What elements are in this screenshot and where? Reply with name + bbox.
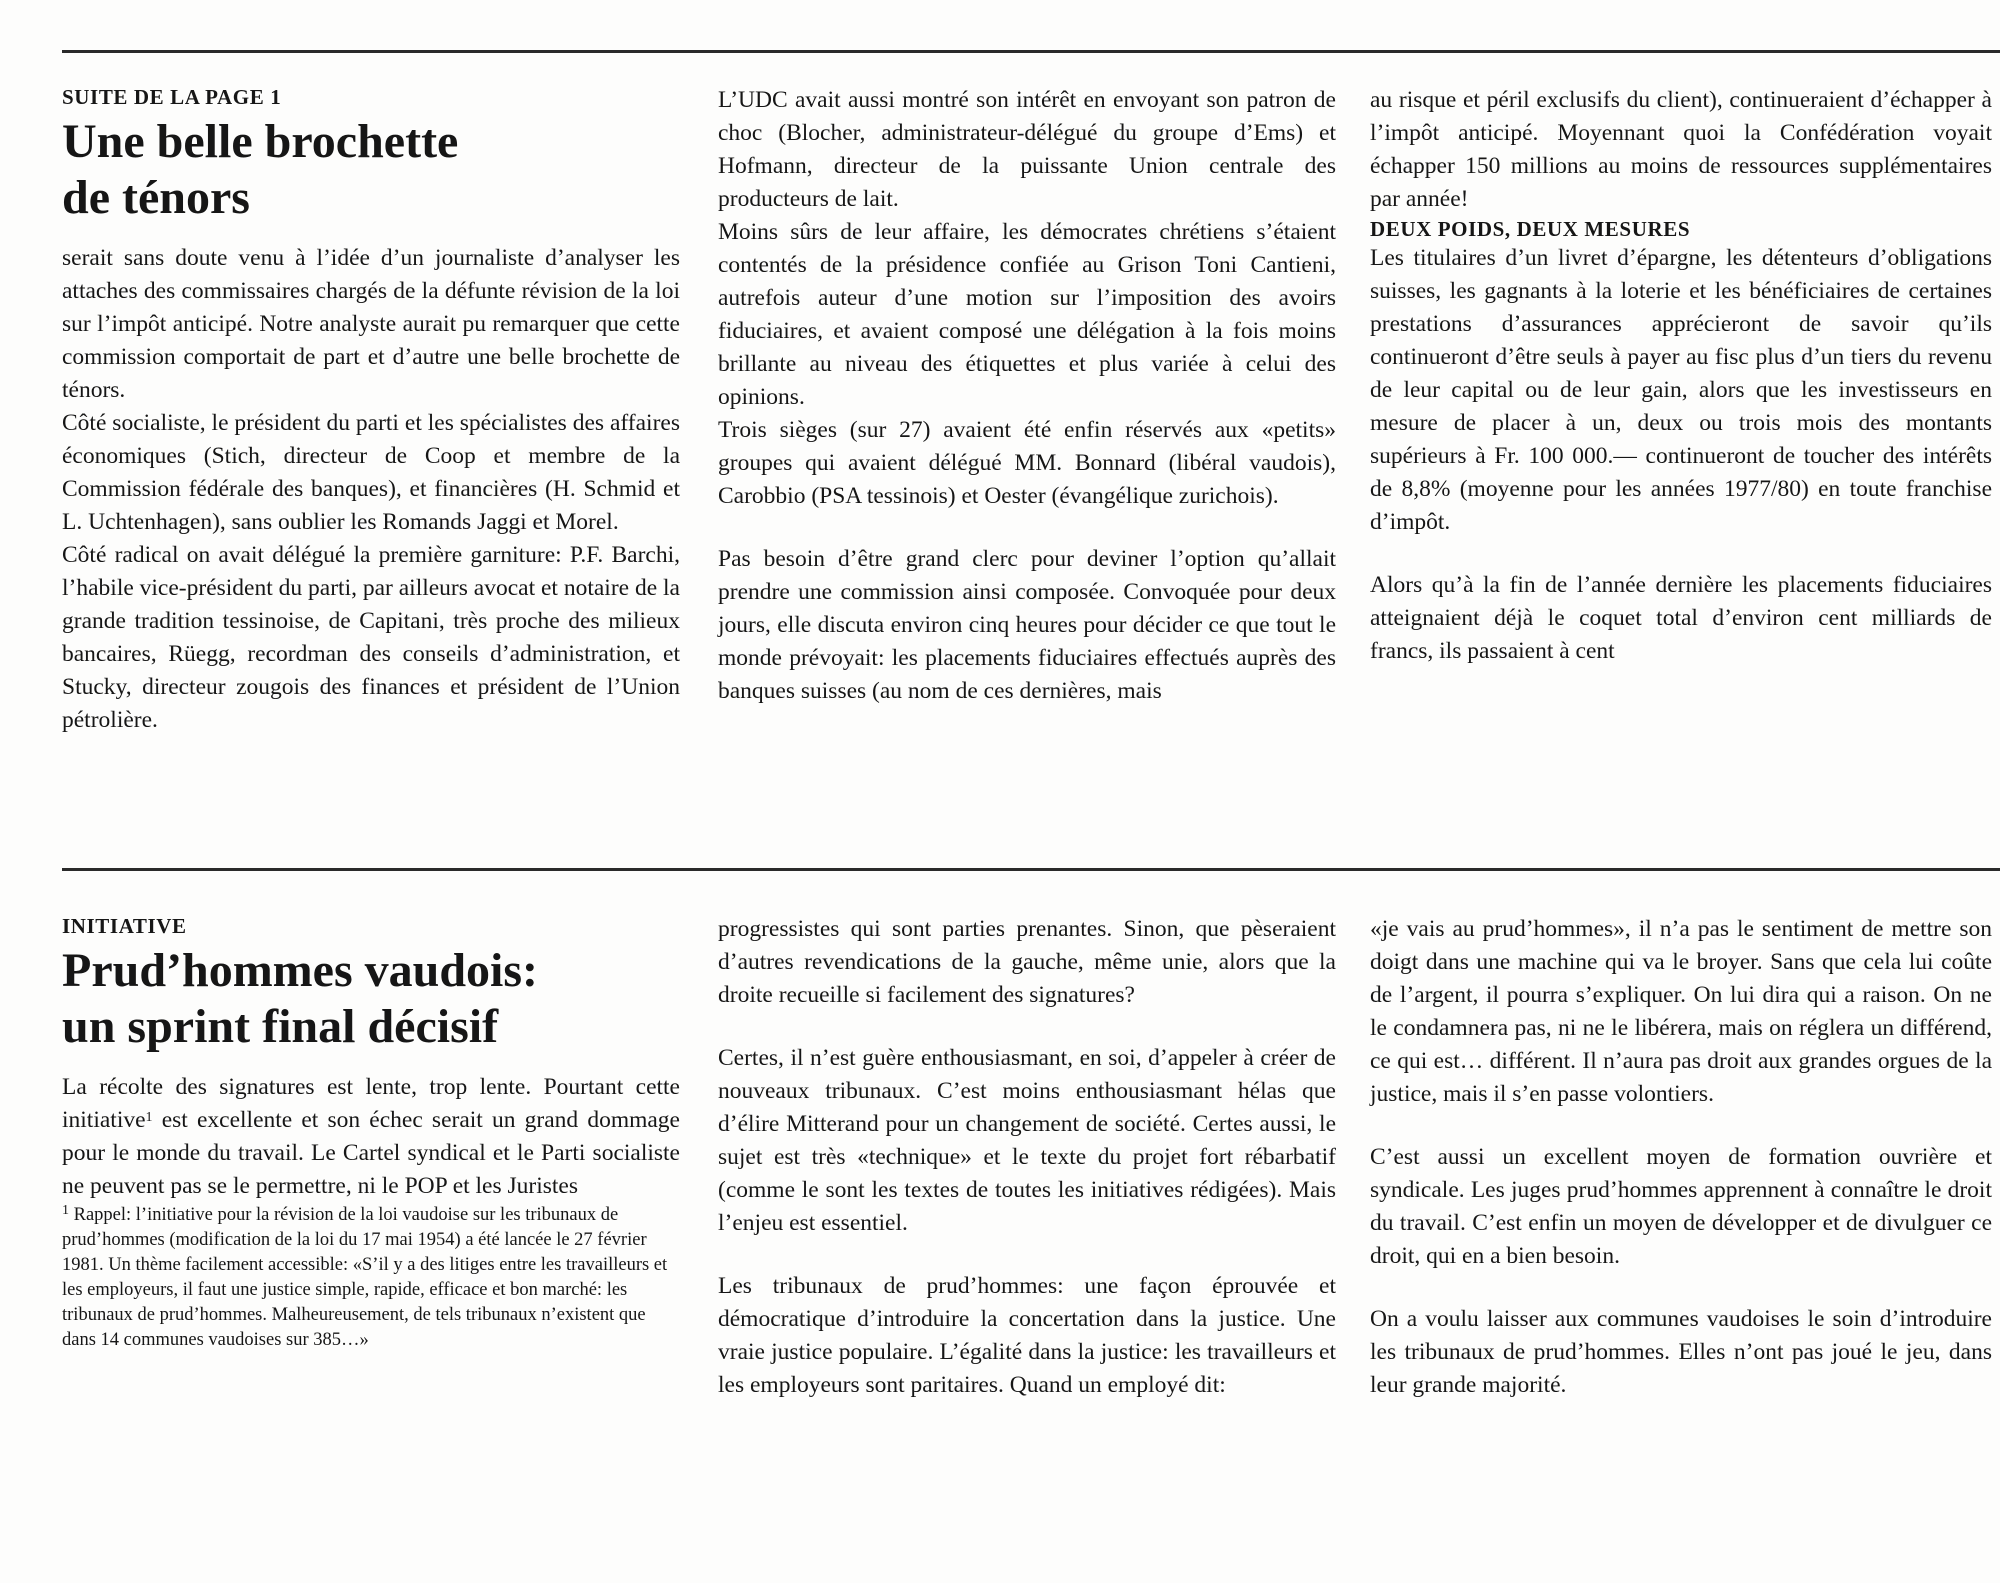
- footnote-number: 1: [62, 1203, 69, 1218]
- article2-paragraph: Les tribunaux de prud’hommes: une façon éprouvée et démocratique d’introduire la concertation dans la justice. Une vraie justice populaire. L’égalité dans la justice: les travailleurs et les employeurs sont paritaires. Quand un employé dit:: [718, 1273, 1336, 1398]
- article1-paragraph: Côté radical on avait délégué la première garniture: P.F. Barchi, l’habile vice-président du parti, par ailleurs avocat et notaire de la grande tradition tessinoise, de Capitani, très proche des milieux bancaires, Rüegg, recordman des conseils d’administration, et Stucky, directeur zougois des finances et président de l’Union pétrolière.: [62, 542, 680, 733]
- article1-column-3: [1370, 84, 1992, 668]
- article2-paragraph: C’est aussi un excellent moyen de formation ouvrière et syndicale. Les juges prud’hommes apprennent à connaître le droit du travail. C’est enfin un moyen de développer et de divulguer ce droit, qui en a bien besoin.: [1370, 1144, 1992, 1269]
- article2-paragraph: Certes, il n’est guère enthousiasmant, en soi, d’appeler à créer de nouveaux tribunaux. C’est moins enthousiasmant hélas que d’élire Mitterand pour un changement de société. Certes aussi, le sujet est très «technique» et le texte du projet fort rébarbatif (comme le sont les textes de toutes les initiatives rédigées). Mais l’enjeu est essentiel.: [718, 1045, 1336, 1236]
- footnote: [62, 1203, 680, 1353]
- article2-paragraph: On a voulu laisser aux communes vaudoises le soin d’introduire les tribunaux de prud’hommes. Elles n’ont pas joué le jeu, dans leur grande majorité.: [1370, 1306, 1992, 1398]
- article1-column-1: [62, 84, 680, 737]
- article1-paragraph: Les titulaires d’un livret d’épargne, les détenteurs d’obligations suisses, les gagnants à la loterie et les bénéficiaires de certaines prestations d’assurances apprécieront de savoir qu’ils continueront d’être seuls à payer au fisc plus d’un tiers du revenu de leur capital ou de leur gain, alors que les investisseurs en mesure de placer à un, deux ou trois mois des montants supérieurs à Fr. 100 000.— continueront de toucher des intérêts de 8,8% (moyenne pour les années 1977/80) en toute franchise d’impôt.: [1370, 245, 1992, 535]
- article1-paragraph: Trois sièges (sur 27) avaient été enfin réservés aux «petits» groupes qui avaient délégué MM. Bonnard (libéral vaudois), Carobbio (PSA tessinois) et Oester (évangélique zurichois).: [718, 417, 1336, 509]
- article1-subheading: DEUX POIDS, DEUX MESURES: [1370, 217, 1691, 241]
- footnote-reference: 1: [145, 1110, 153, 1125]
- article1-paragraph: Alors qu’à la fin de l’année dernière les placements fiduciaires atteignaient déjà le coquet total d’environ cent milliards de francs, ils passaient à cent: [1370, 572, 1992, 664]
- article1-headline-line2: de ténors: [62, 171, 250, 224]
- article1-paragraph: Pas besoin d’être grand clerc pour deviner l’option qu’allait prendre une commission ainsi composée. Convoquée pour deux jours, elle discuta environ cinq heures pour décider ce que tout le monde prévoyait: les placements fiduciaires effectués auprès des banques suisses (au nom de ces dernières, mais: [718, 546, 1336, 704]
- article1-paragraph: au risque et péril exclusifs du client), continueraient d’échapper à l’impôt anticipé. Moyennant quoi la Confédération voyait échapper 150 millions au moins de ressources supplémentaires par année!: [1370, 87, 1992, 212]
- footnote-text: Rappel: l’initiative pour la révision de la loi vaudoise sur les tribunaux de prud’hommes (modification de la loi du 17 mai 1954) a été lancée le 27 février 1981. Un thème facilement accessible: «S’il y a des litiges entre les travailleurs et les employeurs, il faut une justice simple, rapide, efficace et bon marché: les tribunaux de prud’hommes. Malheureusement, de tels tribunaux n’existent que dans 14 communes vaudoises sur 385…»: [62, 1205, 668, 1350]
- article1-headline-line1: Une belle brochette: [62, 115, 459, 168]
- article2-paragraph: progressistes qui sont parties prenantes. Sinon, que pèseraient d’autres revendications de la gauche, même unie, alors que la droite recueille si facilement des signatures?: [718, 916, 1336, 1008]
- article2-column-2: [718, 913, 1336, 1402]
- article1-paragraph: Côté socialiste, le président du parti et les spécialistes des affaires économiques (Stich, directeur de Coop et membre de la Commission fédérale des banques), et financières (H. Schmid et L. Uchtenhagen), sans oublier les Romands Jaggi et Morel.: [62, 410, 680, 535]
- article1-kicker: SUITE DE LA PAGE 1: [62, 85, 282, 109]
- article2-paragraph: [62, 1071, 680, 1203]
- article1-paragraph: Moins sûrs de leur affaire, les démocrates chrétiens s’étaient contentés de la présidence confiée au Grison Toni Cantieni, autrefois auteur d’une motion sur l’imposition des avoirs fiduciaires, et avaient composé une délégation à la fois moins brillante au niveau des étiquettes et plus variée à celui des opinions.: [718, 219, 1336, 410]
- article1-headline: [62, 114, 680, 226]
- article2-paragraph: «je vais au prud’hommes», il n’a pas le sentiment de mettre son doigt dans une machine qui va le broyer. Sans que cela lui coûte de l’argent, il pourra s’expliquer. On lui dira qui a raison. On ne le condamnera pas, ni ne le libérera, mais on réglera un différend, ce qui est… différent. Il n’aura pas droit aux grandes orgues de la justice, mais il s’en passe volontiers.: [1370, 916, 1992, 1107]
- article2-column-3: [1370, 913, 1992, 1402]
- article2-text: est excellente et son échec serait un grand dommage pour le monde du travail. Le Cartel syndical et le Parti socialiste ne peuvent pas se le permettre, ni le POP et les Juristes: [62, 1107, 680, 1199]
- article2-headline-line2: un sprint final décisif: [62, 1000, 499, 1053]
- article1-paragraph: serait sans doute venu à l’idée d’un journaliste d’analyser les attaches des commissaires chargés de la défunte révision de la loi sur l’impôt anticipé. Notre analyste aurait pu remarquer que cette commission comportait de part et d’autre une belle brochette de ténors.: [62, 245, 680, 403]
- article2-text: La récolte des signatures est lente, trop lente. Pourtant cette initiative: [62, 1074, 680, 1133]
- article2-column-1: [62, 913, 680, 1353]
- article2-headline: [62, 943, 680, 1055]
- article2-headline-line1: Prud’hommes vaudois:: [62, 944, 539, 997]
- article1-column-2: [718, 84, 1336, 708]
- article2-kicker: INITIATIVE: [62, 914, 187, 938]
- top-rule: [62, 50, 2000, 53]
- section-divider: [62, 868, 2000, 871]
- article1-paragraph: L’UDC avait aussi montré son intérêt en envoyant son patron de choc (Blocher, administrateur-délégué du groupe d’Ems) et Hofmann, directeur de la puissante Union centrale des producteurs de lait.: [718, 87, 1336, 212]
